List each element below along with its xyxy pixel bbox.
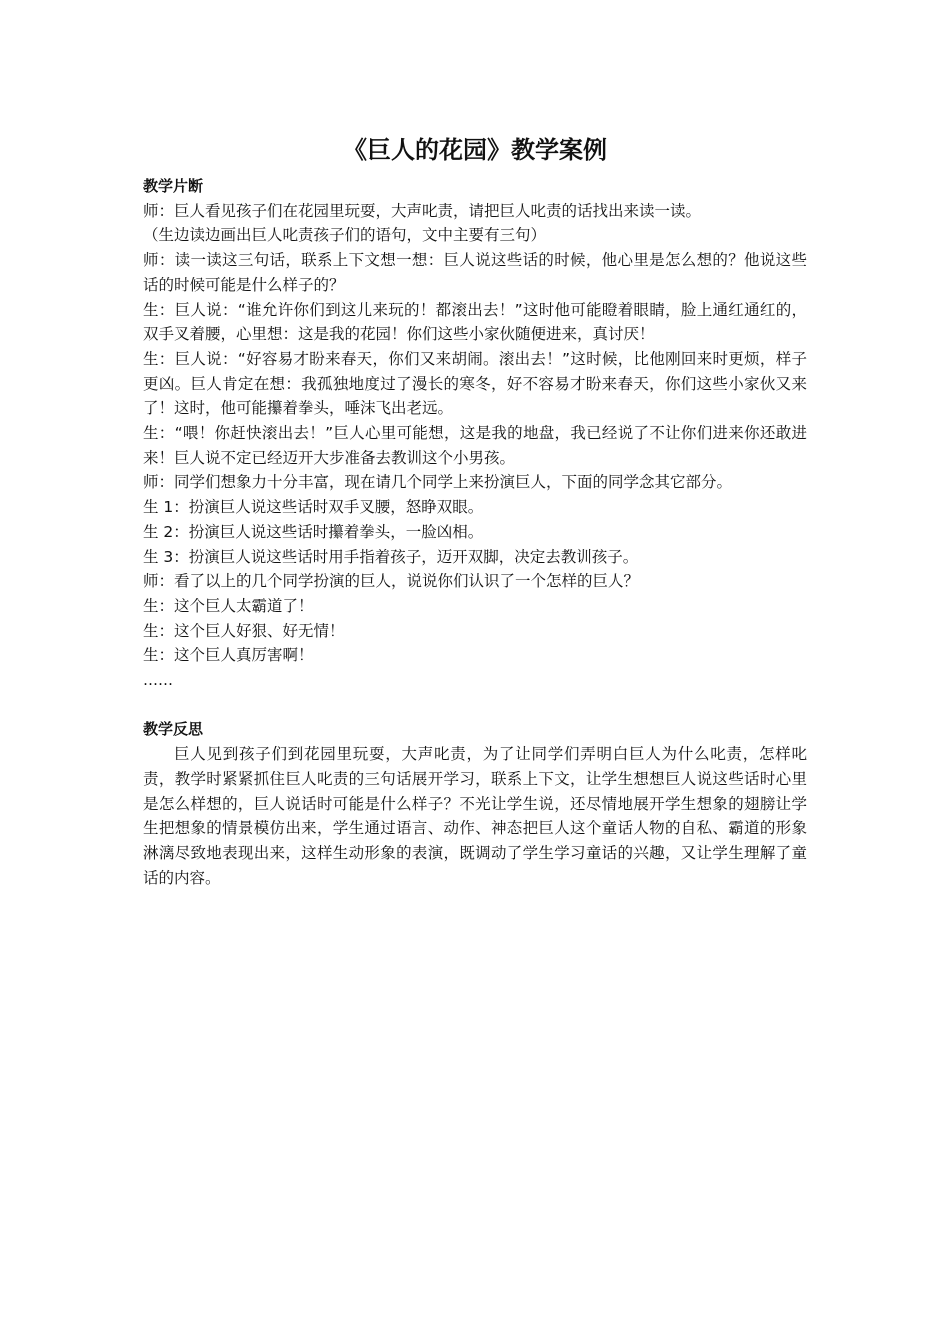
dialogue-line: 生 2：扮演巨人说这些话时攥着拳头，一脸凶相。 [143,522,484,541]
dialogue-line: 生：这个巨人真厉害啊！ [143,646,314,665]
dialogue-line: 师：看了以上的几个同学扮演的巨人，说说你们认识了一个怎样的巨人？ [143,572,640,591]
section-heading-teaching-excerpt: 教学片断 [143,177,204,195]
dialogue-line: 生：这个巨人好狠、好无情！ [143,621,345,640]
reflection-paragraph: 巨人见到孩子们到花园里玩耍，大声叱责，为了让同学们弄明白巨人为什么叱责，怎样叱责，教学时紧紧抓住巨人叱责的三句话展开学习，联系上下文，让学生想想巨人说这些话时心里是怎么样想的，巨人说话时可能是什么样子？不光让学生说，还尽情地展开学生想象的翅膀让学生把想象的情景模仿出来，学生通过语言、动作、神态把巨人这个童话人物的自私、霸道的形象淋漓尽致地表现出来，这样生动形象的表演，既调动了学生学习童话的兴趣，又让学生理解了童话的内容。 [143,745,807,887]
dialogue-line: 师：读一读这三句话，联系上下文想一想：巨人说这些话的时候，他心里是怎么想的？他说这些话的时候可能是什么样子的？ [143,251,807,294]
dialogue-line: 生：巨人说：“好容易才盼来春天，你们又来胡闹。滚出去！”这时候，比他刚回来时更烦，样子更凶。巨人肯定在想：我孤独地度过了漫长的寒冬，好不容易才盼来春天，你们这些小家伙又来了！这时，他可能攥着拳头，唾沫飞出老远。 [143,349,807,418]
dialogue-line: 师：巨人看见孩子们在花园里玩耍，大声叱责，请把巨人叱责的话找出来读一读。 [143,201,702,220]
document-title: 《巨人的花园》教学案例 [343,136,607,164]
document-page [143,128,807,890]
dialogue-line: （生边读边画出巨人叱责孩子们的语句，文中主要有三句） [143,226,547,245]
dialogue-line: 生 3：扮演巨人说这些话时用手指着孩子，迈开双脚，决定去教训孩子。 [143,547,639,566]
dialogue-line: 生：巨人说：“谁允许你们到这儿来玩的！都滚出去！”这时他可能瞪着眼睛，脸上通红通红的，双手叉着腰，心里想：这是我的花园！你们这些小家伙随便进来，真讨厌！ [143,300,807,344]
dialogue-line: 师：同学们想象力十分丰富，现在请几个同学上来扮演巨人，下面的同学念其它部分。 [143,473,733,492]
dialogue-line: 生 1：扮演巨人说这些话时双手叉腰，怒睁双眼。 [143,498,484,517]
ellipsis: …… [143,671,173,690]
dialogue-line: 生：这个巨人太霸道了！ [143,596,314,615]
spacer [143,693,807,718]
dialogue-line: 生：“喂！你赶快滚出去！”巨人心里可能想，这是我的地盘，我已经说了不让你们进来你还敢进来！巨人说不定已经迈开大步准备去教训这个小男孩。 [143,424,807,467]
section-heading-teaching-reflection: 教学反思 [143,720,204,739]
